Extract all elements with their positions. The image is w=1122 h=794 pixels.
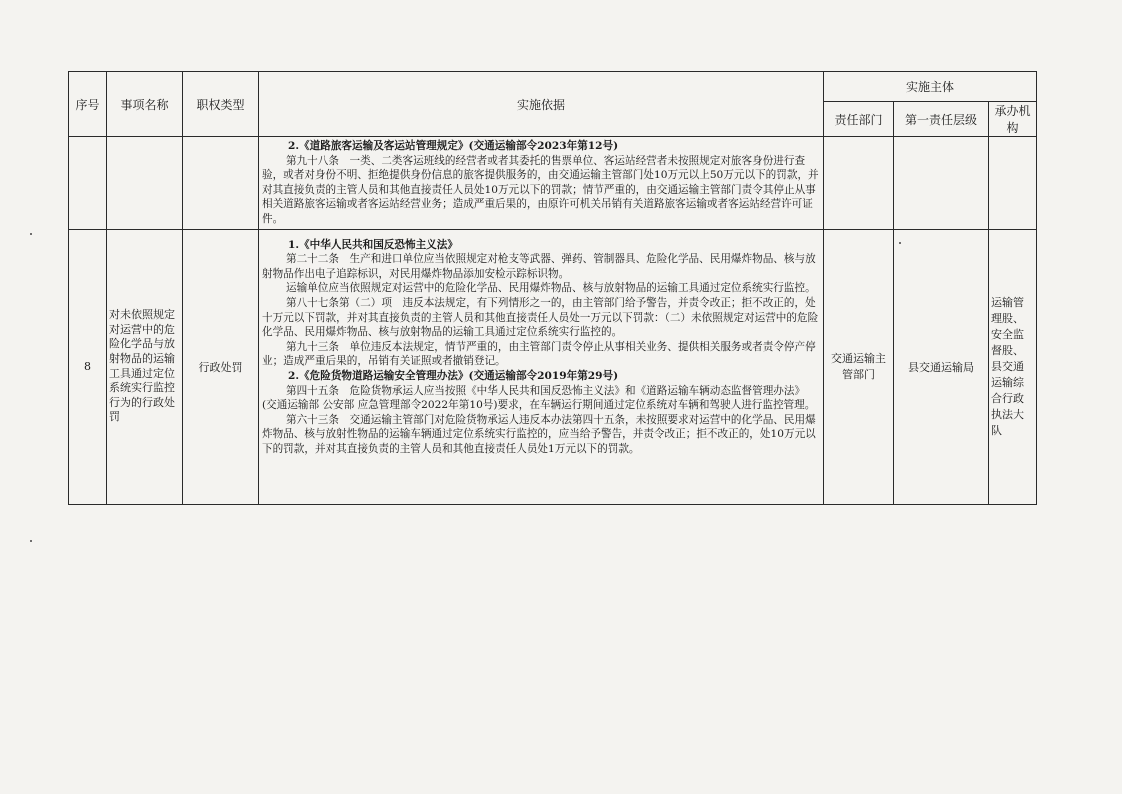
law-title: 2.《道路旅客运输及客运站管理规定》(交通运输部令2023年第12号) <box>288 140 619 152</box>
header-subject: 实施主体 <box>824 72 1037 102</box>
cell-dept: 交通运输主管部门 <box>824 229 894 504</box>
scan-speck <box>30 540 32 542</box>
table-row <box>69 137 1037 230</box>
cell-agency: 运输管理股、安全监督股、县交通运输综合行政执法大队 <box>989 229 1037 504</box>
header-seq: 序号 <box>69 72 107 137</box>
header-power-type: 职权类型 <box>183 72 259 137</box>
law-title: 2.《危险货物道路运输安全管理办法》(交通运输部令2019年第29号) <box>288 369 619 382</box>
header-agency: 承办机构 <box>989 102 1037 137</box>
cell-first-level: 县交通运输局 <box>894 229 989 504</box>
law-paragraph: 第四十五条 危险货物承运人应当按照《中华人民共和国反恐怖主义法》和《道路运输车辆动态监督管理办法》(交通运输部 公安部 应急管理部令2022年第10号)要求，在车辆运行期间通过定位系统对车辆和驾驶人进行监控管理。 <box>262 384 816 412</box>
law-paragraph: 第九十八条 一类、二类客运班线的经营者或者其委托的售票单位、客运站经营者未按照规定对旅客身份进行查验，或者对身份不明、拒绝提供身份信息的旅客提供服务的，由交通运输主管部门处10万元以上50万元以下的罚款，并对其直接负责的主管人员和其他直接责任人员处10万元以下的罚款；情节严重的，由交通运输主管部门责令其停止从事相关道路旅客运输或者客运站经营业务；造成严重后果的，由原许可机关吊销有关道路旅客运输或者客运站经营许可证件。 <box>262 154 819 225</box>
cell-dept-empty <box>824 137 894 230</box>
enforcement-table <box>68 71 1037 505</box>
law-paragraph: 运输单位应当依照规定对运营中的危险化学品、民用爆炸物品、核与放射物品的运输工具通过定位系统实行监控。 <box>286 282 816 295</box>
law-paragraph: 第六十三条 交通运输主管部门对危险货物承运人违反本办法第四十五条，未按照要求对运营中的化学品、民用爆炸物品、核与放射性物品的运输车辆通过定位系统实行监控的，应当给予警告，并责令改正；拒不改正的，处10万元以下的罚款，并对其直接负责的主管人员和其他直接责任人员处1万元以下的罚款。 <box>262 413 816 455</box>
law-paragraph: 第八十七条第（二）项 违反本法规定，有下列情形之一的，由主管部门给予警告，并责令改正；拒不改正的，处十万元以下罚款，并对其直接负责的主管人员和其他直接责任人员处一万元以下罚款：（二）未依照规定对运营中的危险化学品、民用爆炸物品、核与放射物品的运输工具通过定位系统实行监控的。 <box>262 296 819 339</box>
cell-seq: 8 <box>69 229 107 504</box>
cell-basis <box>259 137 824 230</box>
law-paragraph: 第二十二条 生产和进口单位应当依照规定对枪支等武器、弹药、管制器具、危险化学品、民用爆炸物品、核与放射物品作出电子追踪标识，对民用爆炸物品添加安检示踪标识物。 <box>262 253 816 280</box>
header-item-name: 事项名称 <box>107 72 183 137</box>
law-paragraph: 第九十三条 单位违反本法规定，情节严重的，由主管部门责令停止从事相关业务、提供相关服务或者责令停产停业；造成严重后果的，吊销有关证照或者撤销登记。 <box>262 340 816 368</box>
law-title: 1.《中华人民共和国反恐怖主义法》 <box>288 238 458 251</box>
header-first-level: 第一责任层级 <box>894 102 989 137</box>
cell-level-empty <box>894 137 989 230</box>
cell-seq-empty <box>69 137 107 230</box>
header-basis: 实施依据 <box>259 72 824 137</box>
cell-item-empty <box>107 137 183 230</box>
table-row <box>69 229 1037 504</box>
scan-speck <box>30 233 32 235</box>
cell-item-name: 对未依照规定对运营中的危险化学品与放射物品的运输工具通过定位系统实行监控行为的行政处罚 <box>107 229 183 504</box>
cell-agency-empty <box>989 137 1037 230</box>
header-dept: 责任部门 <box>824 102 894 137</box>
cell-power-type: 行政处罚 <box>183 229 259 504</box>
cell-basis <box>259 229 824 504</box>
cell-type-empty <box>183 137 259 230</box>
